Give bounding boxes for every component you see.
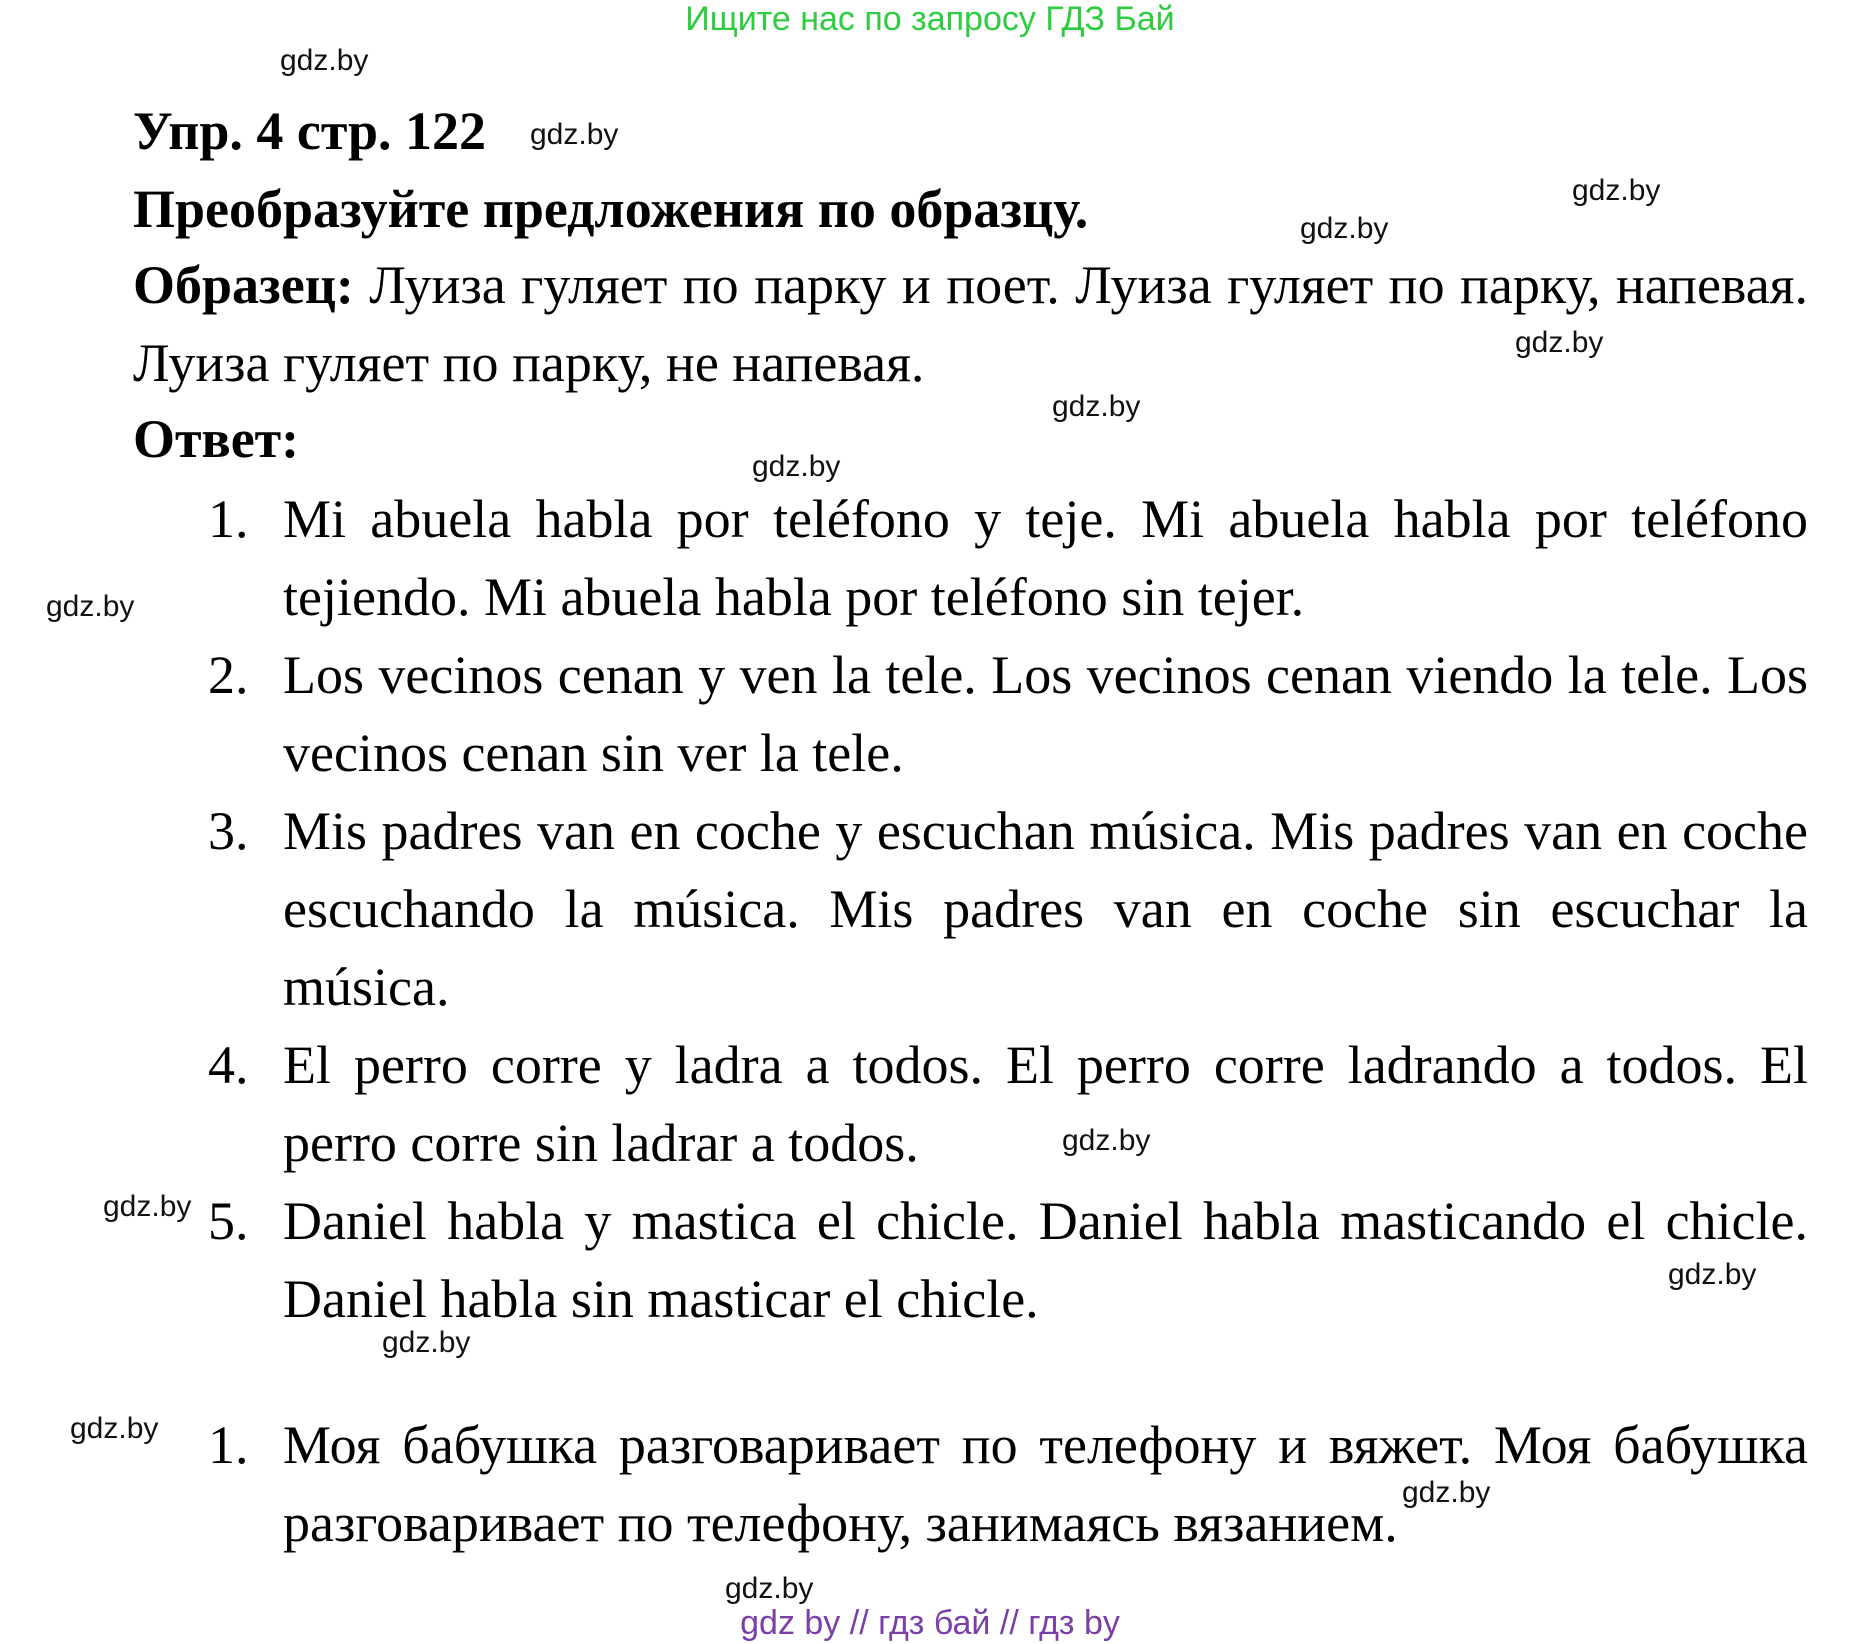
item-number: 1. [208,1415,249,1475]
watermark: gdz.by [1515,326,1604,359]
watermark: gdz.by [46,590,135,623]
exercise-title: Упр. 4 стр. 122 [133,101,487,161]
item-number: 4. [208,1035,249,1095]
watermark: gdz.by [1062,1124,1151,1157]
answer-item [0,1026,1808,1182]
item-text: El perro corre y ladra a todos. El perro corre ladrando a todos. El perro corre sin ladrar a todos. [283,1035,1808,1173]
answer-item [0,636,1808,792]
footer-links: gdz by // гдз бай // гдз by [740,1604,1120,1642]
item-text: Los vecinos cenan y ven la tele. Los vecinos cenan viendo la tele. Los vecinos cenan sin ver la tele. [283,645,1808,783]
answer-item [0,480,1808,636]
watermark: gdz.by [725,1572,814,1605]
watermark: gdz.by [1572,174,1661,207]
watermark: gdz.by [103,1190,192,1223]
watermark: gdz.by [70,1412,159,1445]
watermark: gdz.by [1052,390,1141,423]
watermark: gdz.by [1402,1476,1491,1509]
answer-label: Ответ: [133,409,300,469]
watermark: gdz.by [752,450,841,483]
watermark: gdz.by [382,1326,471,1359]
answer-item [0,792,1808,1026]
item-number: 5. [208,1191,249,1251]
watermark: gdz.by [1300,212,1389,245]
item-text: Mi abuela habla por teléfono y teje. Mi abuela habla por teléfono tejiendo. Mi abuela habla por teléfono sin tejer. [283,489,1808,627]
sample-text: Луиза гуляет по парку и поет. Луиза гуляет по парку, напевая. Луиза гуляет по парку, не напевая. [133,255,1809,393]
watermark: gdz.by [1668,1258,1757,1291]
watermark: gdz.by [280,44,369,77]
item-text: Mis padres van en coche y escuchan música. Mis padres van en coche escuchando la música. Mis padres van en coche sin escuchar la música. [283,801,1808,1017]
item-text: Моя бабушка разговаривает по телефону и вяжет. Моя бабушка разговаривает по телефону, занимаясь вязанием. [283,1415,1808,1553]
answer-list [0,480,1860,1562]
instruction: Преобразуйте предложения по образцу. [133,179,1089,239]
item-number: 1. [208,489,249,549]
item-number: 3. [208,801,249,861]
sample-label: Образец: [133,255,354,315]
item-text: Daniel habla y mastica el chicle. Daniel habla masticando el chicle. Daniel habla sin masticar el chicle. [283,1191,1808,1329]
sample-paragraph [133,246,1808,402]
item-number: 2. [208,645,249,705]
answer-item-translation [0,1406,1808,1562]
watermark: gdz.by [530,118,619,151]
answer-item [0,1182,1808,1338]
search-banner: Ищите нас по запросу ГДЗ Бай [685,0,1175,38]
